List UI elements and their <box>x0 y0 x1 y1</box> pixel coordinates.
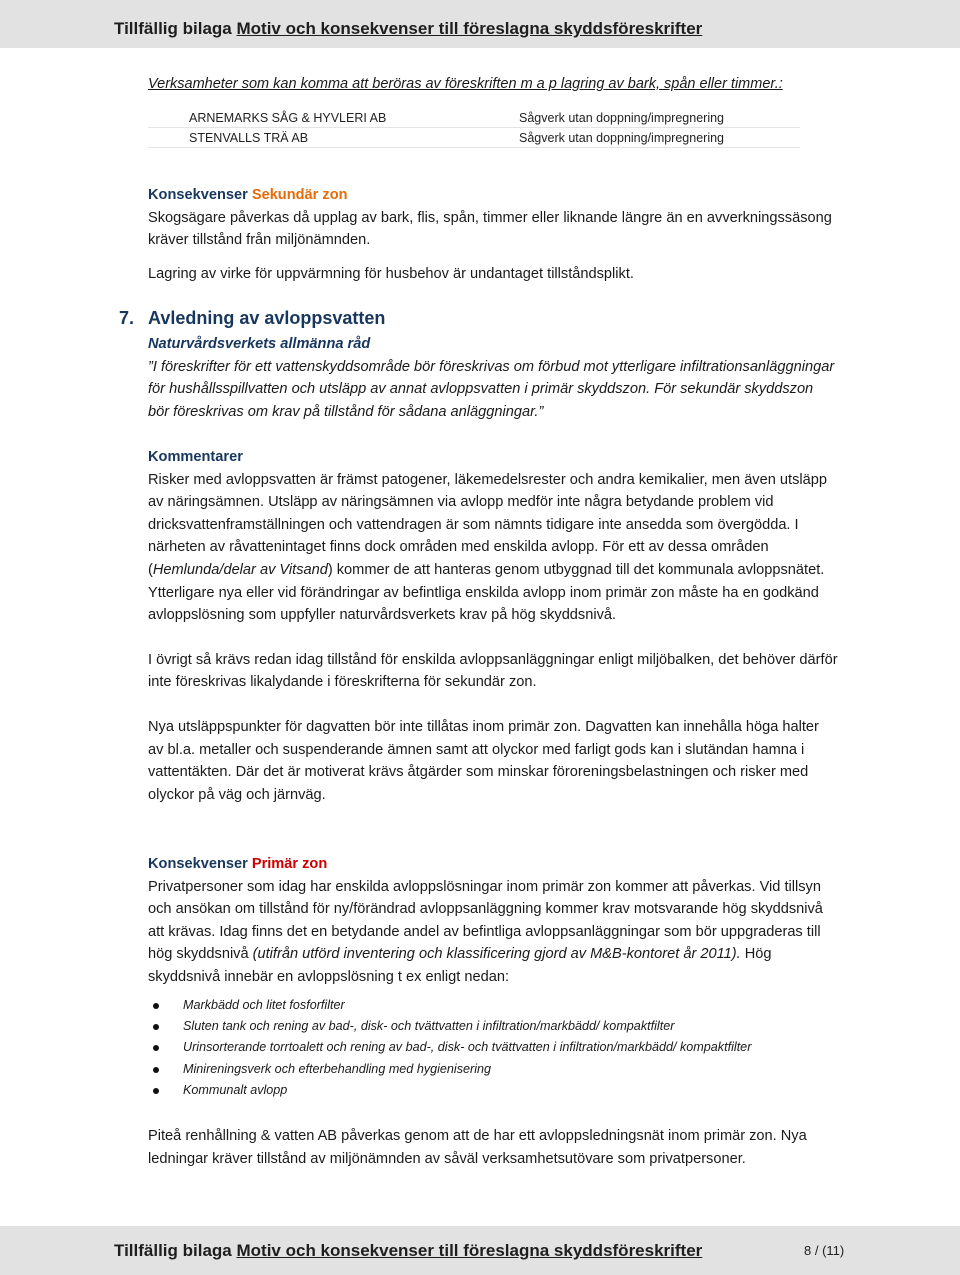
advice-label: Naturvårdsverkets allmänna råd <box>148 336 371 352</box>
comments-label: Kommentarer <box>148 449 243 465</box>
primary-heading <box>148 853 838 876</box>
list-item-text: Urinsorterande torrtoalett och rening av bad-, disk- och tvättvatten i infiltration/markbädd/ kompaktfilter <box>183 1040 752 1055</box>
sewage-solution-list <box>148 995 751 1101</box>
list-item-text: Sluten tank och rening av bad-, disk- och tvättvatten i infiltration/markbädd/ kompaktfilter <box>183 1019 675 1034</box>
company-name: ARNEMARKS SÅG & HYVLERI AB <box>148 108 519 128</box>
primary-paragraph-1 <box>148 876 838 989</box>
comment-text: Risker med avloppsvatten är främst patogener, läkemedelsrester och andra kemikalier, men även utsläpp av näringsämnen. Utsläpp av näringsämnen via avlopp medför inte några betydande problem vid dricksvattenframställningen och vattendragen är som nämnts tidigare inte ansedda som övergödda. I närheten av råvattenintaget finns dock områden med enskilda avlopp. För ett av dessa områden ( <box>148 471 827 578</box>
list-item-text: Minireningsverk och efterbehandling med hygienisering <box>183 1061 492 1076</box>
page-number: 8 / (11) <box>804 1243 845 1258</box>
comment-paragraph-1 <box>148 469 838 627</box>
comment-paragraph-2: I övrigt så krävs redan idag tillstånd för enskilda avloppsanläggningar enligt miljöbalken, det behöver därför inte föreskrivas likalydande i föreskrifterna för sekundär zon. <box>148 651 838 691</box>
affected-businesses-lead: Verksamheter som kan komma att beröras av föreskriften m a p lagring av bark, spån eller timmer.: <box>148 76 783 92</box>
footer-title-text: Motiv och konsekvenser till föreslagna skyddsföreskrifter <box>236 1241 703 1260</box>
zone-label: Sekundär zon <box>251 187 348 203</box>
header-prefix: Tillfällig bilaga <box>114 19 232 38</box>
company-type: Sågverk utan doppning/impregnering <box>519 108 800 128</box>
section-number: 7. <box>119 308 135 328</box>
advice-block <box>148 333 838 423</box>
table-row <box>148 108 800 128</box>
consequences-label: Konsekvenser <box>148 856 248 872</box>
primary-paragraph-2: Piteå renhållning & vatten AB påverkas genom att de har ett avloppsledningsnät inom primär zon. Nya ledningar kräver tillstånd av miljönämnden av såväl verksamhetsutövare som privatpersoner. <box>148 1128 807 1167</box>
primary-closing <box>148 1125 838 1170</box>
secondary-paragraph-2: Lagring av virke för uppvärmning för husbehov är undantaget tillståndsplikt. <box>148 265 634 282</box>
footer-title <box>114 1241 702 1261</box>
header-title <box>114 19 702 39</box>
comment-text: ) kommer de att hanteras genom utbyggnad till det kommunala avloppsnätet. Ytterligare nya eller vid förändringar av befintliga enskilda avlopp inom primär zon måste ha en godkänd avloppslösning som uppfyller naturvårdsverkets krav på hög skyddsnivå. <box>148 561 825 624</box>
list-item <box>148 1016 751 1037</box>
list-item-text: Kommunalt avlopp <box>183 1082 288 1097</box>
bullet-icon <box>153 1045 159 1051</box>
footer-prefix: Tillfällig bilaga <box>114 1241 232 1260</box>
primary-text: Hög skyddsnivå innebär en avloppslösning t ex enligt nedan: <box>148 946 772 985</box>
secondary-heading <box>148 184 838 207</box>
page-header <box>0 0 960 48</box>
bullet-icon <box>153 1024 159 1030</box>
comments-block <box>148 446 838 806</box>
bullet-icon <box>153 1067 159 1073</box>
list-item <box>148 1059 751 1080</box>
consequences-label: Konsekvenser <box>148 187 248 203</box>
secondary-zone-section <box>148 184 838 285</box>
advice-quote: ”I föreskrifter för ett vattenskyddsområde bör föreskrivas om förbud mot ytterligare infiltrationsanläggningar för hushållsspillvatten och utsläpp av annat avloppsvatten i primär skyddszon. För sekundär skyddszon bör föreskrivas om krav på tillstånd för sådana anläggningar.” <box>148 358 835 420</box>
comment-place: Hemlunda/delar av Vitsand <box>152 561 328 578</box>
list-item <box>148 995 751 1016</box>
primary-text: Privatpersoner som idag har enskilda avloppslösningar inom primär zon kommer att påverkas. Vid tillsyn och ansökan om tillstånd för ny/förändrad avloppsanläggning kommer krav motsvarande hög skyddsnivå att krävas. Idag finns det en betydande andel av befintliga avloppsanläggningar som bör uppgraderas till hög skyddsnivå <box>148 878 823 963</box>
list-item-text: Markbädd och litet fosforfilter <box>183 998 345 1012</box>
bullet-icon <box>153 1088 159 1094</box>
company-table <box>148 108 800 148</box>
secondary-paragraph-1: Skogsägare påverkas då upplag av bark, flis, spån, timmer eller liknande längre än en avverkningssäsong kräver tillstånd från miljönämnden. <box>148 209 832 249</box>
list-item <box>148 1080 751 1101</box>
section-title: Avledning av avloppsvatten <box>148 308 386 328</box>
zone-label: Primär zon <box>251 856 328 872</box>
page-footer <box>0 1226 960 1275</box>
table-row <box>148 128 800 148</box>
primary-zone-section <box>148 853 838 989</box>
company-type: Sågverk utan doppning/impregnering <box>519 128 800 148</box>
primary-italic-note: (utifrån utförd inventering och klassificering gjord av M&B-kontoret år 2011). <box>252 946 741 963</box>
list-item <box>148 1037 751 1058</box>
bullet-icon <box>153 1003 159 1009</box>
section-heading <box>119 308 385 329</box>
header-title-text: Motiv och konsekvenser till föreslagna skyddsföreskrifter <box>236 19 703 38</box>
comment-paragraph-3: Nya utsläppspunkter för dagvatten bör inte tillåtas inom primär zon. Dagvatten kan innehålla höga halter av bl.a. metaller och suspenderande ämnen samt att olyckor med farligt gods kan i slutändan hamna i vattentäkten. Där det är motiverat krävs åtgärder som minskar föroreningsbelastningen och risker med olyckor på väg och järnväg. <box>148 718 819 803</box>
company-name: STENVALLS TRÄ AB <box>148 128 519 148</box>
